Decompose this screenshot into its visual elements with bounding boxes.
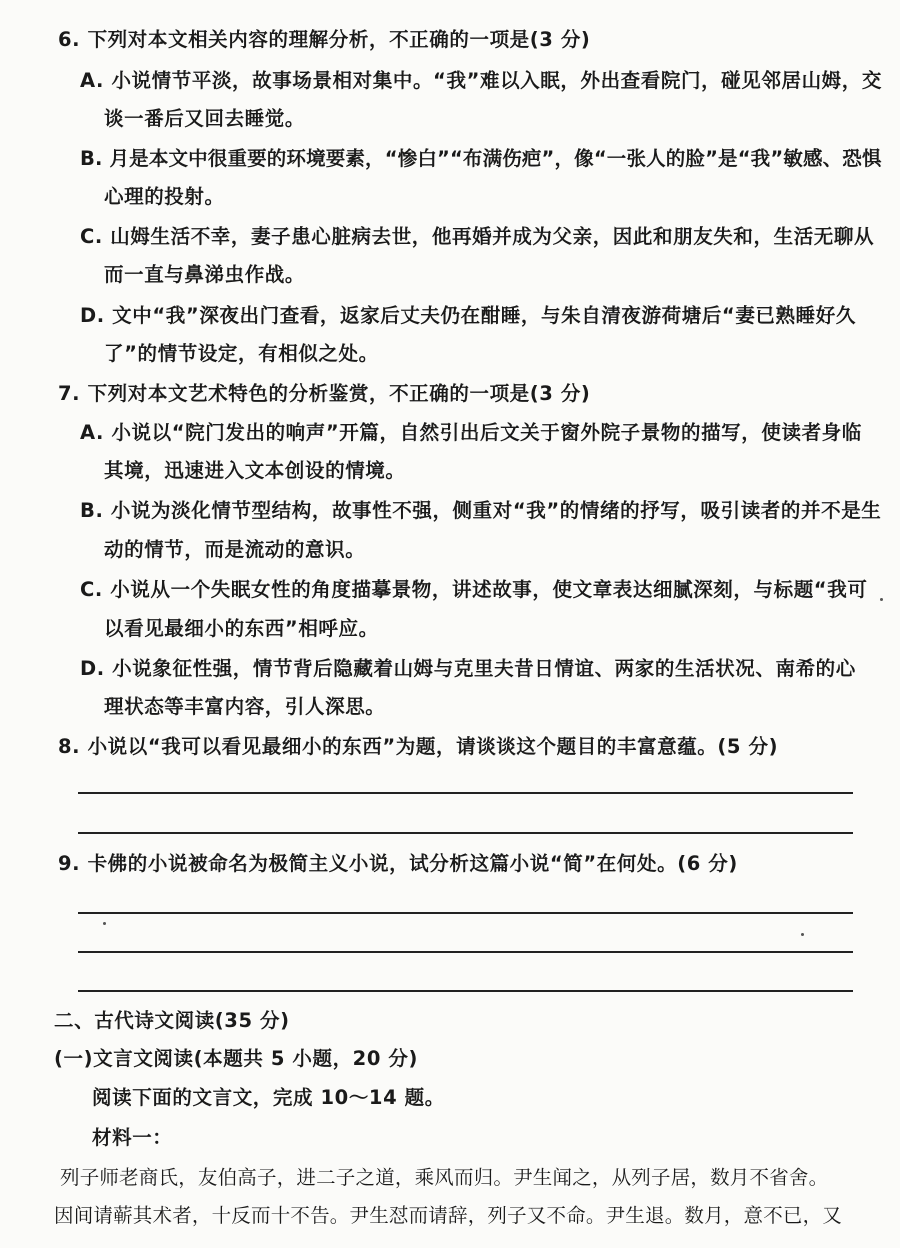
q6-stem: 6. 下列对本文相关内容的理解分析，不正确的一项是(3 分) <box>58 28 591 51</box>
q7-stem: 7. 下列对本文艺术特色的分析鉴赏，不正确的一项是(3 分) <box>58 382 591 405</box>
q8-answer-line-2 <box>78 832 853 834</box>
scan-speck <box>103 922 106 925</box>
passage-instruction: 阅读下面的文言文，完成 10～14 题。 <box>92 1086 445 1109</box>
section-2-subtitle: (一)文言文阅读(本题共 5 小题，20 分) <box>54 1047 419 1070</box>
q6-option-b-cont: 心理的投射。 <box>104 185 225 208</box>
q9-stem: 9. 卡佛的小说被命名为极简主义小说，试分析这篇小说“简”在何处。(6 分) <box>58 852 738 875</box>
q7-option-a: A. 小说以“院门发出的响声”开篇，自然引出后文关于窗外院子景物的描写，使读者身临 <box>80 421 862 444</box>
q6-option-a-cont: 谈一番后又回去睡觉。 <box>104 107 306 130</box>
q6-option-c: C. 山姆生活不幸，妻子患心脏病去世，他再婚并成为父亲，因此和朋友失和，生活无聊从 <box>80 225 875 248</box>
passage-line-1: 列子师老商氏，友伯高子，进二子之道，乘风而归。尹生闻之，从列子居，数月不省舍。 <box>60 1166 829 1189</box>
q6-option-d: D. 文中“我”深夜出门查看，返家后丈夫仍在酣睡，与朱自清夜游荷塘后“妻已熟睡好久 <box>80 304 856 327</box>
q8-answer-line-1 <box>78 792 853 794</box>
q7-option-b: B. 小说为淡化情节型结构，故事性不强，侧重对“我”的情绪的抒写，吸引读者的并不是生 <box>80 499 882 522</box>
scan-speck <box>880 598 883 601</box>
q8-stem: 8. 小说以“我可以看见最细小的东西”为题，请谈谈这个题目的丰富意蕴。(5 分) <box>58 735 779 758</box>
q6-option-c-cont: 而一直与鼻涕虫作战。 <box>104 263 306 286</box>
q6-option-a: A. 小说情节平淡，故事场景相对集中。“我”难以入眠，外出查看院门，碰见邻居山姆，交 <box>80 69 882 92</box>
material-label: 材料一： <box>92 1126 173 1149</box>
q7-option-d: D. 小说象征性强，情节背后隐藏着山姆与克里夫昔日情谊、两家的生活状况、南希的心 <box>80 657 856 680</box>
q6-option-b: B. 月是本文中很重要的环境要素，“惨白”“布满伤疤”，像“一张人的脸”是“我”敏感、恐惧 <box>80 147 882 170</box>
q7-option-c-cont: 以看见最细小的东西”相呼应。 <box>104 617 379 640</box>
q6-option-d-cont: 了”的情节设定，有相似之处。 <box>104 342 379 365</box>
q9-answer-line-3 <box>78 990 853 992</box>
section-2-title: 二、古代诗文阅读(35 分) <box>54 1009 290 1032</box>
passage-line-2: 因间请蕲其术者，十反而十不告。尹生怼而请辞，列子又不命。尹生退。数月，意不已，又 <box>54 1204 843 1227</box>
scan-speck <box>801 933 804 936</box>
q9-answer-line-1 <box>78 912 853 914</box>
q7-option-d-cont: 理状态等丰富内容，引人深思。 <box>104 695 386 718</box>
q7-option-c: C. 小说从一个失眠女性的角度描摹景物，讲述故事，使文章表达细腻深刻，与标题“我可 <box>80 578 868 601</box>
q7-option-b-cont: 动的情节，而是流动的意识。 <box>104 538 366 561</box>
q7-option-a-cont: 其境，迅速进入文本创设的情境。 <box>104 459 406 482</box>
q9-answer-line-2 <box>78 951 853 953</box>
